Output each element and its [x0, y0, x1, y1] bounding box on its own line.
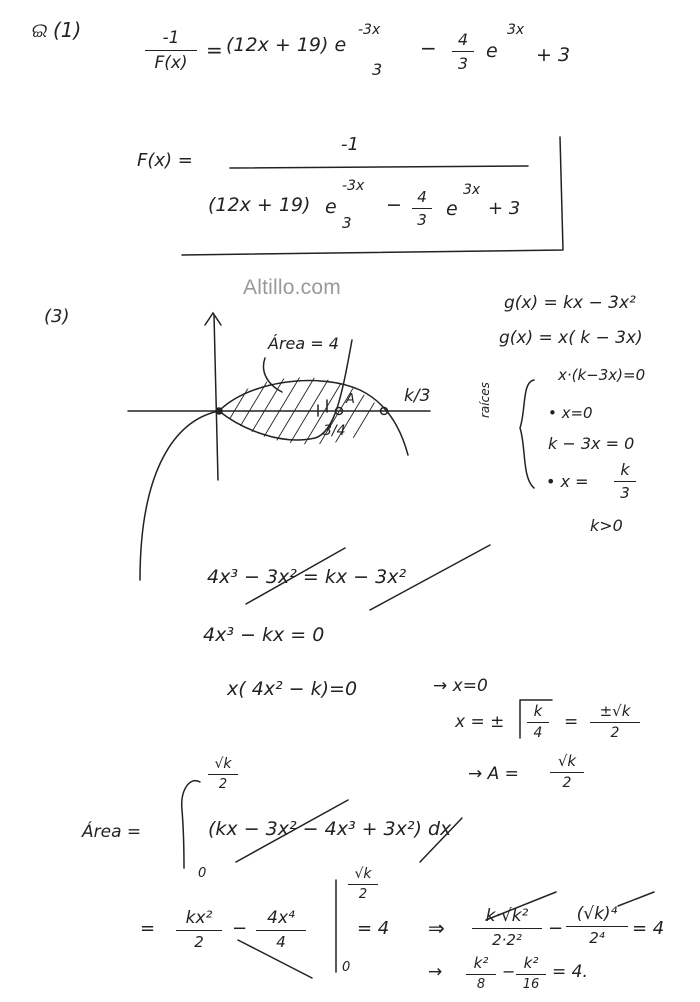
- equation-3: x( 4x² − k)=0: [227, 678, 358, 700]
- y-axis: [214, 315, 218, 480]
- strike-2: [370, 545, 490, 610]
- term-1: (12x + 19) e: [226, 34, 347, 56]
- equation-4-pre: x = ±: [455, 712, 505, 732]
- equals-sign: =: [206, 38, 223, 62]
- result-frac-1-den: 2: [194, 933, 204, 951]
- k-over-3-num: k: [620, 460, 630, 479]
- a-value-num: √k: [557, 752, 577, 770]
- result-frac-2-num: 4x⁴: [267, 908, 295, 928]
- term-1-exponent: -3x: [358, 22, 381, 38]
- term-2: e: [486, 40, 498, 62]
- result-minus-2: −: [548, 918, 564, 939]
- result-lower-limit: 0: [342, 960, 351, 975]
- area-integral-lhs: Área =: [82, 822, 142, 842]
- integral-sign: [182, 781, 200, 868]
- boxed-den-minus: −: [386, 194, 402, 216]
- equation-2: 4x³ − kx = 0: [203, 624, 325, 646]
- section-1-label: ଇ (1): [30, 18, 82, 42]
- origin-point: [216, 408, 222, 414]
- roots-line-4: • x =: [546, 472, 589, 491]
- root-k-over-2-den: 2: [610, 725, 620, 741]
- result-frac-4-den: 2⁴: [589, 929, 605, 947]
- minus-sign: −: [420, 36, 437, 60]
- final-frac-1-num: k²: [473, 954, 489, 972]
- result-upper-den: 2: [358, 887, 368, 902]
- result-equals-four-b: = 4: [632, 918, 665, 939]
- final-arrow: →: [428, 962, 443, 982]
- strike-1: [246, 548, 345, 604]
- strike-4: [420, 818, 462, 862]
- a-value-den: 2: [562, 775, 572, 791]
- answer-box: [182, 137, 563, 255]
- area-label: Área = 4: [268, 334, 339, 353]
- term-2-exponent: 3x: [507, 22, 525, 38]
- strike-3: [236, 800, 348, 862]
- final-frac-2-num: k²: [523, 954, 539, 972]
- k-over-4-den: 4: [533, 725, 543, 741]
- k-over-3-den: 3: [620, 484, 630, 502]
- boxed-four-thirds-num: 4: [417, 188, 427, 206]
- result-frac-2-den: 4: [276, 933, 286, 951]
- section-3-label: (3): [44, 306, 70, 327]
- boxed-four-thirds-den: 3: [417, 211, 427, 229]
- sqrt-k4: [520, 700, 552, 738]
- result-equals: =: [140, 918, 156, 939]
- k-positive: k>0: [590, 516, 623, 535]
- watermark: Altillo.com: [243, 276, 341, 299]
- result-frac-4-num: (√k)⁴: [576, 904, 618, 924]
- k3-label: k/3: [404, 386, 431, 406]
- result-minus: −: [232, 918, 248, 939]
- strike-5: [238, 940, 312, 978]
- strike-7: [618, 892, 654, 906]
- tick-label: 3/4: [323, 423, 346, 439]
- lhs-denominator: F(x): [154, 53, 188, 73]
- result-upper-num: √k: [354, 866, 372, 882]
- raices-label: raíces: [478, 382, 492, 418]
- four-thirds-den: 3: [457, 54, 469, 73]
- boxed-den-e-den: 3: [342, 214, 352, 232]
- boxed-den-e2: e: [446, 198, 458, 220]
- equation-5-pre: → A =: [468, 764, 519, 784]
- integrand: (kx − 3x² − 4x³ + 3x²) dx: [208, 818, 452, 840]
- boxed-numerator: -1: [341, 134, 359, 155]
- lhs-numerator: -1: [162, 28, 180, 48]
- equation-1: 4x³ − 3x² = kx − 3x²: [207, 566, 407, 588]
- boxed-lhs: F(x) =: [137, 150, 193, 171]
- boxed-den-a: (12x + 19): [208, 194, 311, 216]
- cubic-curve: [140, 340, 352, 580]
- strike-6: [486, 892, 556, 920]
- boxed-den-e-exp: -3x: [342, 178, 365, 194]
- integral-upper-num: √k: [214, 756, 232, 772]
- four-thirds-num: 4: [457, 30, 469, 49]
- final-frac-2-den: 16: [522, 977, 540, 992]
- roots-line-1: x·(k−3x)=0: [558, 366, 646, 384]
- plus-three: + 3: [536, 44, 571, 66]
- g-definition-2: g(x) = x( k − 3x): [499, 328, 643, 348]
- final-minus: −: [502, 962, 516, 981]
- root-k-over-2-num: ±√k: [599, 702, 631, 720]
- a-label: A: [346, 392, 355, 407]
- final-equals: = 4.: [552, 962, 588, 982]
- term-1-denominator: 3: [372, 60, 383, 79]
- final-frac-1-den: 8: [476, 977, 486, 992]
- roots-line-2: • x=0: [548, 404, 593, 422]
- roots-brace: [520, 380, 534, 488]
- k-over-4-num: k: [533, 702, 543, 720]
- y-axis-arrow: [205, 313, 221, 325]
- equation-3b: → x=0: [433, 676, 488, 696]
- implies-arrow: ⇒: [428, 916, 445, 940]
- equation-4-eq: =: [564, 712, 579, 732]
- boxed-fraction-bar: [230, 166, 528, 168]
- boxed-den-plus: + 3: [488, 198, 521, 219]
- result-equals-four: = 4: [357, 918, 390, 939]
- result-frac-3-num: k·√k²: [485, 906, 529, 926]
- boxed-den-e2-exp: 3x: [463, 182, 481, 198]
- integral-upper-den: 2: [218, 777, 228, 792]
- boxed-den-e: e: [325, 196, 337, 218]
- roots-line-3: k − 3x = 0: [548, 434, 635, 453]
- integral-lower-limit: 0: [198, 866, 207, 881]
- parabola-curve: [219, 381, 408, 455]
- g-definition-1: g(x) = kx − 3x²: [504, 293, 636, 313]
- result-frac-1-num: kx²: [185, 908, 213, 928]
- result-frac-3-den: 2·2²: [492, 931, 522, 949]
